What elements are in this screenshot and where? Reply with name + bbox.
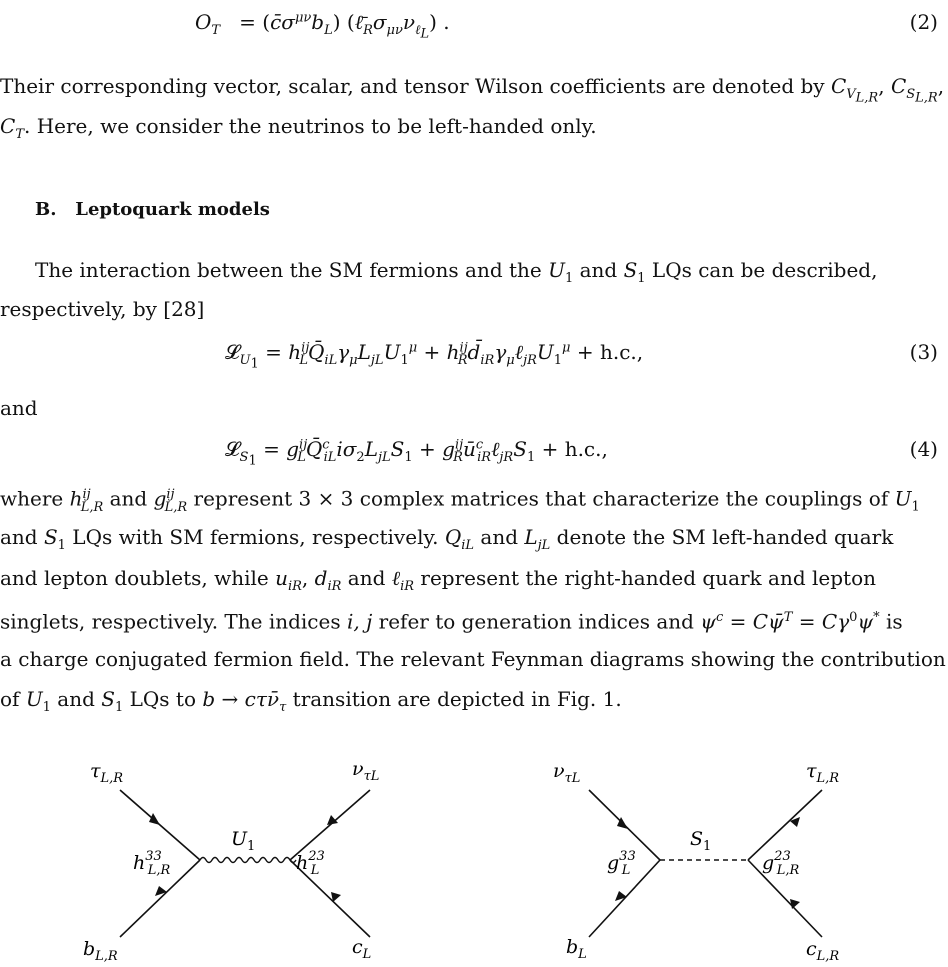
section-heading [35, 198, 270, 222]
equation-2: $O_T$ = $(c̄\sigma^{\mu\nu}b_L)$ $(\ell̄_R\sigma_{\mu\nu}\nu_{\ell_L})$ . [195, 10, 450, 42]
label-nu-tau-l-right: $\nu_{\tau L}$ [553, 760, 581, 786]
body-line-1: where $h^{ij}_{L,R}$ and $g^{ij}_{L,R}$ represent 3 × 3 complex matrices that characterize the couplings of $U_1$ [0, 486, 920, 515]
equation-3: 𝓛$_{U_1}$ = $h^{ij}_LQ̄_{iL}\gamma_\mu L_{jL}U_1^\mu$ + $h^{ij}_Rd̄_{iR}\gamma_\mu\ell_{jR}U_1^\mu + h.c$., [225, 340, 644, 372]
label-u1: $U_1$ [231, 828, 256, 854]
body-line-6: of $U_1$ and $S_1$ LQs to $b \to c\tau\nū_\tau$ transition are depicted in Fig. 1. [0, 687, 622, 715]
intro-line-1: The interaction between the SM fermions and the $U_1$ and $S_1$ LQs can be described, [35, 258, 878, 286]
section-title: Leptoquark models [75, 199, 270, 220]
label-h23: $h^{23}$ L [296, 849, 325, 878]
equation-3-number: (3) [909, 340, 938, 364]
feynman-diagrams [0, 747, 948, 967]
arrow-icon [615, 891, 627, 901]
arrow-icon [149, 813, 160, 825]
body-line-4: singlets, respectively. The indices i, j refer to generation indices and $\psi^c$ = Cψ̄$^T$ = $C\gamma^0\psi^*$ is [0, 609, 903, 634]
body-line-5: a charge conjugated fermion field. The relevant Feynman diagrams showing the contribution [0, 647, 946, 671]
label-b-lr: $b_{L,R}$ [83, 938, 118, 964]
diagram-u1 [83, 758, 379, 964]
wilson-text-line-1: Their corresponding vector, scalar, and tensor Wilson coefficients are denoted by $C_{V_{L,R}}$, $C_{S_{L,R}}$, [0, 74, 945, 106]
label-tau-lr-right: $\tau_{L,R}$ [806, 760, 840, 786]
label-c-l: $c_L$ [352, 936, 372, 962]
label-g33: $g^{33}$ L [607, 849, 636, 878]
label-s1: $S_1$ [690, 828, 712, 854]
label-g23: $g^{23}$ L,R [762, 849, 800, 878]
and-word: and [0, 396, 38, 420]
equation-2-number: (2) [909, 10, 938, 34]
body-line-3: and lepton doublets, while $u_{iR}$, $d_{iR}$ and ℓ$_{iR}$ represent the right-handed quark and lepton [0, 566, 876, 594]
wilson-text-line-2: $C_T$. Here, we consider the neutrinos to be left-handed only. [0, 114, 597, 142]
intro-line-2: respectively, by [28] [0, 297, 205, 321]
section-label: B. [35, 199, 57, 220]
label-c-lr: $c_{L,R}$ [806, 938, 840, 964]
body-line-2: and $S_1$ LQs with SM fermions, respectively. $Q_{iL}$ and $L_{jL}$ denote the SM left-handed quark [0, 525, 894, 553]
label-b-l: $b_L$ [566, 936, 587, 962]
diagram-s1 [553, 760, 839, 964]
label-nu-tau-l: $\nu_{\tau L}$ [352, 758, 380, 784]
u1-wavy-propagator [200, 858, 296, 863]
equation-4-number: (4) [909, 437, 938, 461]
label-h33: $h^{33}$ L,R [133, 849, 171, 878]
arrow-icon [790, 899, 800, 909]
equation-4: 𝓛$_{S_1}$ = $g^{ij}_LQ̄^c_{iL}i\sigma_2L_{jL}S_1$ + $g^{ij}_Rū^c_{iR}\ell_{jR}S_1 + h.c$., [225, 437, 608, 469]
label-tau-lr: $\tau_{L,R}$ [90, 760, 124, 786]
